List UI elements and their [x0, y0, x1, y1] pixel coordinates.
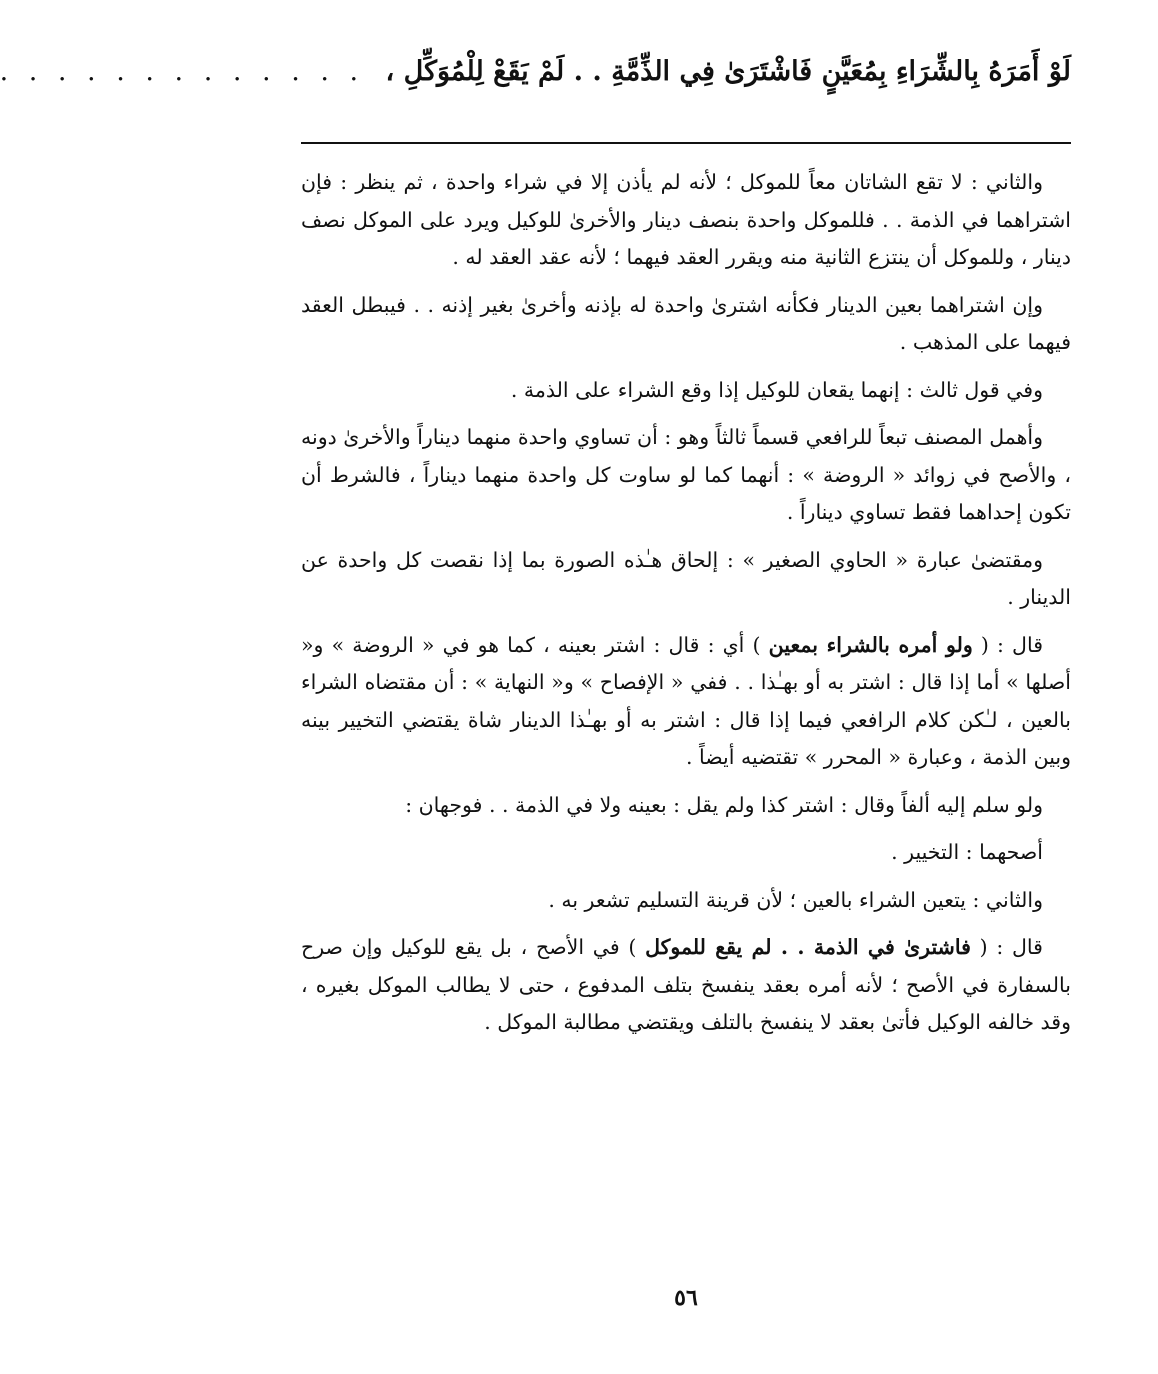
paragraph: قال : ( فاشترىٰ في الذمة . . لم يقع للموكل ) في الأصح ، بل يقع للوكيل وإن صرح بالسفارة في الأصح ؛ لأنه أمره بعقد ينفسخ بتلف المدفوع ، حتى لا يطالب الموكل بغيره ، وقد خالفه الوكيل فأتىٰ بعقد لا ينفسخ بالتلف ويقتضي مطالبة الموكل . — [301, 935, 1071, 1034]
paragraph: وإن اشتراهما بعين الدينار فكأنه اشترىٰ واحدة له بإذنه وأخرىٰ بغير إذنه . . فيبطل العقد فيهما على المذهب . — [301, 292, 1071, 354]
paragraph: وفي قول ثالث : إنهما يقعان للوكيل إذا وقع الشراء على الذمة . — [510, 377, 1043, 402]
page-number: ٥٦ — [674, 1285, 698, 1311]
paragraph: والثاني : لا تقع الشاتان معاً للموكل ؛ لأنه لم يأذن إلا في شراء واحدة ، ثم ينظر : فإن اشتراهما في الذمة . . فللموكل واحدة بنصف دينار والأخرىٰ للوكيل ويرد على الموكل نصف دينار ، وللموكل أن ينتزع الثانية منه ويقرر العقد فيهما ؛ لأنه عقد العقد له . — [301, 170, 1071, 269]
body-text — [301, 164, 1071, 1052]
paragraph: ومقتضىٰ عبارة « الحاوي الصغير » : إلحاق هـٰذه الصورة بما إذا نقصت كل واحدة عن الدينار . — [301, 547, 1071, 609]
paragraph: وأهمل المصنف تبعاً للرافعي قسماً ثالثاً وهو : أن تساوي واحدة منهما ديناراً والأخرىٰ دونه ، والأصح في زوائد « الروضة » : أنهما كما لو ساوت كل واحدة منهما ديناراً ، فالشرط أن تكون إحداهما فقط تساوي ديناراً . — [301, 425, 1071, 524]
paragraph: ولو سلم إليه ألفاً وقال : اشتر كذا ولم يقل : بعينه ولا في الذمة . . فوجهان : — [405, 792, 1043, 817]
header-rule — [301, 142, 1071, 144]
header-dots: . . . . . . . . . . . . . — [0, 56, 365, 87]
quoted-matn: ولو أمره بالشراء بمعين — [768, 632, 973, 657]
running-header — [0, 40, 1071, 104]
paragraph: قال : ( ولو أمره بالشراء بمعين ) أي : قال : اشتر بعينه ، كما هو في « الروضة » و« أصلها » أما إذا قال : اشتر به أو بهـٰذا . . ففي « الإفصاح » و« النهاية » : أن مقتضاه الشراء بالعين ، لـٰكن كلام الرافعي فيما إذا قال : اشتر به أو بهـٰذا الدينار شاة يقتضي التخيير بينه وبين الذمة ، وعبارة « المحرر » تقتضيه أيضاً . — [301, 632, 1071, 769]
book-page — [0, 40, 1071, 1340]
paragraph: والثاني : يتعين الشراء بالعين ؛ لأن قرينة التسليم تشعر به . — [548, 887, 1043, 912]
header-title: لَوْ أَمَرَهُ بِالشِّرَاءِ بِمُعَيَّنٍ فَاشْتَرَىٰ فِي الذِّمَّةِ . . لَمْ يَقَعْ لِلْمُوَكِّلِ ، — [385, 56, 1071, 87]
paragraph: أصحهما : التخيير . — [891, 840, 1043, 864]
quoted-matn: فاشترىٰ في الذمة . . لم يقع للموكل — [645, 935, 971, 959]
